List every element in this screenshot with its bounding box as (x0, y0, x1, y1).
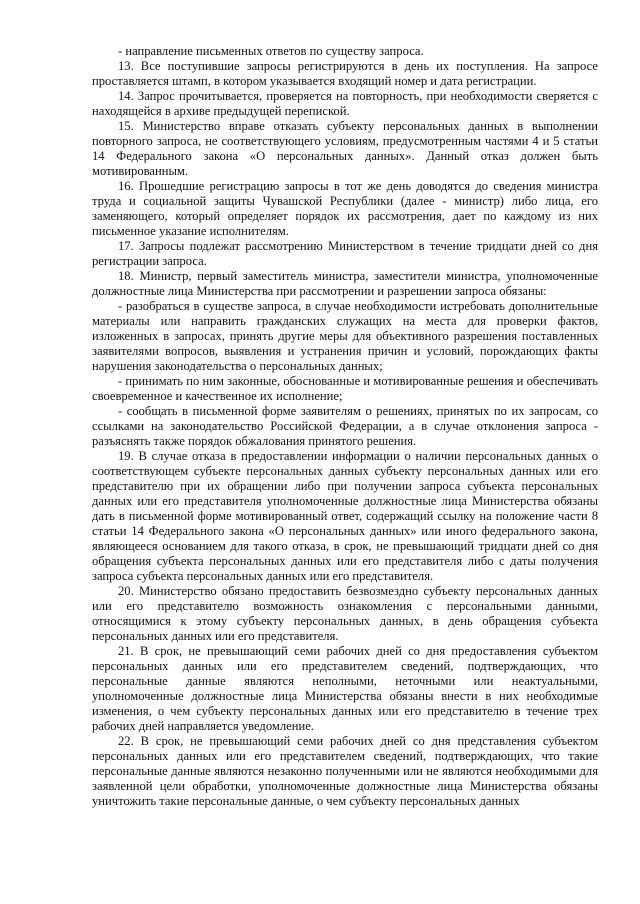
paragraph-15: 15. Министерство вправе отказать субъекту персональных данных в выполнении повторного запроса, не соответствующего условиям, предусмотренным частями 4 и 5 статьи 14 Федерального закона «О персональных данных». Данный отказ должен быть мотивированным. (92, 119, 598, 178)
paragraph-18-item-2: - принимать по ним законные, обоснованные и мотивированные решения и обеспечивать своевременное и качественное их исполнение; (92, 374, 598, 403)
paragraph-14: 14. Запрос прочитывается, проверяется на повторность, при необходимости сверяется с находящейся в архиве предыдущей перепиской. (92, 89, 598, 118)
paragraph-20: 20. Министерство обязано предоставить безвозмездно субъекту персональных данных или его представителю возможность ознакомления с персональными данными, относящимися к этому субъекту персональных данных, в день обращения субъекта персональных данных или его представителя. (92, 584, 598, 643)
paragraph-21: 21. В срок, не превышающий семи рабочих дней со дня предоставления субъектом персональных данных или его представителем сведений, подтверждающих, что персональные данные являются неполными, неточными или неактуальными, уполномоченные должностные лица Министерства обязаны внести в них необходимые изменения, о чем субъекту персональных данных или его представителю в течение трех рабочих дней направляется уведомление. (92, 644, 598, 733)
paragraph-18-item-3: - сообщать в письменной форме заявителям о решениях, принятых по их запросам, со ссылками на законодательство Российской Федерации, а в случае отклонения запроса - разъяснять также порядок обжалования принятого решения. (92, 404, 598, 448)
paragraph-19: 19. В случае отказа в предоставлении информации о наличии персональных данных о соответствующем субъекте персональных данных субъекту персональных данных или его представителю при их обращении либо при получении запроса субъекта персональных данных или его представителя уполномоченные должностные лица Министерства обязаны дать в письменной форме мотивированный ответ, содержащий ссылку на положение части 8 статьи 14 Федерального закона «О персональных данных» или иного федерального закона, являющееся основанием для такого отказа, в срок, не превышающий тридцати дней со дня обращения субъекта персональных данных или его представителя либо с даты получения запроса субъекта персональных данных или его представителя. (92, 449, 598, 583)
paragraph-17: 17. Запросы подлежат рассмотрению Министерством в течение тридцати дней со дня регистрации запроса. (92, 239, 598, 268)
paragraph-22: 22. В срок, не превышающий семи рабочих дней со дня представления субъектом персональных данных или его представителем сведений, подтверждающих, что такие персональные данные являются незаконно полученными или не являются необходимыми для заявленной цели обработки, уполномоченные должностные лица Министерства обязаны уничтожить такие персональные данные, о чем субъекту персональных данных (92, 734, 598, 808)
paragraph-18-item-1: - разобраться в существе запроса, в случае необходимости истребовать дополнительные материалы или направить гражданских служащих на места для проверки фактов, изложенных в запросах, принять другие меры для объективного разрешения поставленных заявителями вопросов, выявления и устранения причин и условий, порождающих факты нарушения законодательства о персональных данных; (92, 299, 598, 373)
paragraph-18: 18. Министр, первый заместитель министра, заместители министра, уполномоченные должностные лица Министерства при рассмотрении и разрешении запроса обязаны: (92, 269, 598, 298)
paragraph-16: 16. Прошедшие регистрацию запросы в тот же день доводятся до сведения министра труда и социальной защиты Чувашской Республики (далее - министр) либо лица, его заменяющего, который определяет порядок их рассмотрения, дает по каждому из них письменное указание исполнителям. (92, 179, 598, 238)
paragraph-13: 13. Все поступившие запросы регистрируются в день их поступления. На запросе проставляется штамп, в котором указывается входящий номер и дата регистрации. (92, 59, 598, 88)
paragraph-item-12-tail: - направление письменных ответов по существу запроса. (118, 44, 424, 58)
